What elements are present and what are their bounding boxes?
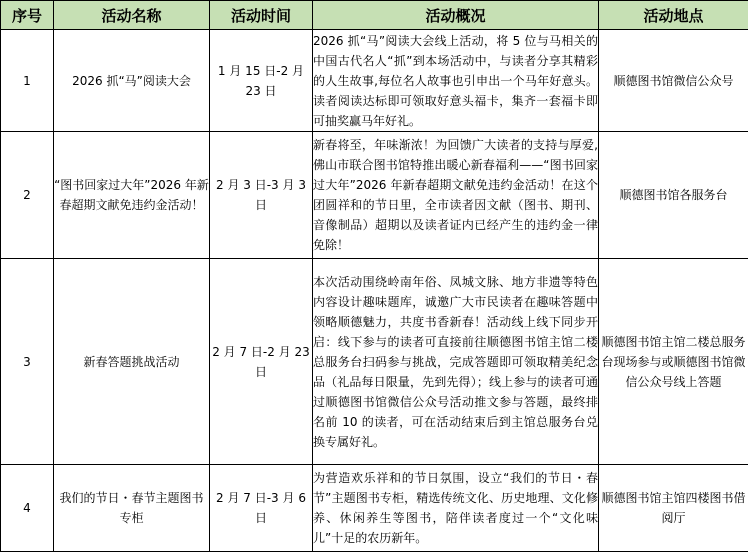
- row-index: 4: [1, 465, 54, 552]
- activity-summary: 2026 抓“马”阅读大会线上活动，将 5 位与马相关的中国古代名人“抓”到本场活动中，与读者分享其精彩的人生故事,每位名人故事也引申出一个马年好意头。读者阅读达标即可领取好意头福卡，集齐一套福卡即可抽奖赢马年好礼。: [313, 30, 599, 132]
- activity-time: 1 月 15 日-2 月 23 日: [210, 30, 313, 132]
- activity-place: 顺德图书馆微信公众号: [599, 30, 748, 132]
- activity-summary: 新春将至，年味渐浓！为回馈广大读者的支持与厚爱,佛山市联合图书馆特推出暖心新春福利——“图书回家过大年”2026 年新春超期文献免违约金活动！在这个团圆祥和的节日里，全市读者因文献（图书、期刊、音像制品）超期以及读者证内已经产生的违约金一律免除！: [313, 132, 599, 259]
- header-place: 活动地点: [599, 1, 748, 30]
- table-row: [1, 465, 748, 552]
- activity-name: 新春答题挑战活动: [54, 259, 210, 465]
- activity-place: 顺德图书馆主馆二楼总服务台现场参与或顺德图书馆微信公众号线上答题: [599, 259, 748, 465]
- header-index: 序号: [1, 1, 54, 30]
- header-summary: 活动概况: [313, 1, 599, 30]
- activity-summary: 为营造欢乐祥和的节日氛围，设立“我们的节日・春节”主题图书专柜，精选传统文化、历史地理、文化修养、休闲养生等图书，陪伴读者度过一个“文化味儿”十足的农历新年。: [313, 465, 599, 552]
- activity-place: 顺德图书馆各服务台: [599, 132, 748, 259]
- activity-name: 我们的节日・春节主题图书专柜: [54, 465, 210, 552]
- activity-time: 2 月 7 日-2 月 23 日: [210, 259, 313, 465]
- activity-summary: 本次活动围绕岭南年俗、凤城文脉、地方非遗等特色内容设计趣味题库，诚邀广大市民读者在趣味答题中领略顺德魅力，共度书香新春！活动线上线下同步开启：线下参与的读者可直接前往顺德图书馆主馆二楼总服务台扫码参与挑战，完成答题即可领取精美纪念品（礼品每日限量，先到先得）；线上参与的读者可通过顺德图书馆微信公众号活动推文参与答题，最终排名前 10 的读者，可在活动结束后到主馆总服务台兑换专属好礼。: [313, 259, 599, 465]
- activity-place: 顺德图书馆主馆四楼图书借阅厅: [599, 465, 748, 552]
- table-row: [1, 30, 748, 132]
- row-index: 1: [1, 30, 54, 132]
- table-row: [1, 132, 748, 259]
- row-index: 2: [1, 132, 54, 259]
- activity-time: 2 月 7 日-3 月 6 日: [210, 465, 313, 552]
- activity-time: 2 月 3 日-3 月 3 日: [210, 132, 313, 259]
- header-name: 活动名称: [54, 1, 210, 30]
- table-row: [1, 259, 748, 465]
- activity-name: “图书回家过大年”2026 年新春超期文献免违约金活动！: [54, 132, 210, 259]
- header-row: [1, 1, 748, 30]
- row-index: 3: [1, 259, 54, 465]
- activity-name: 2026 抓“马”阅读大会: [54, 30, 210, 132]
- header-time: 活动时间: [210, 1, 313, 30]
